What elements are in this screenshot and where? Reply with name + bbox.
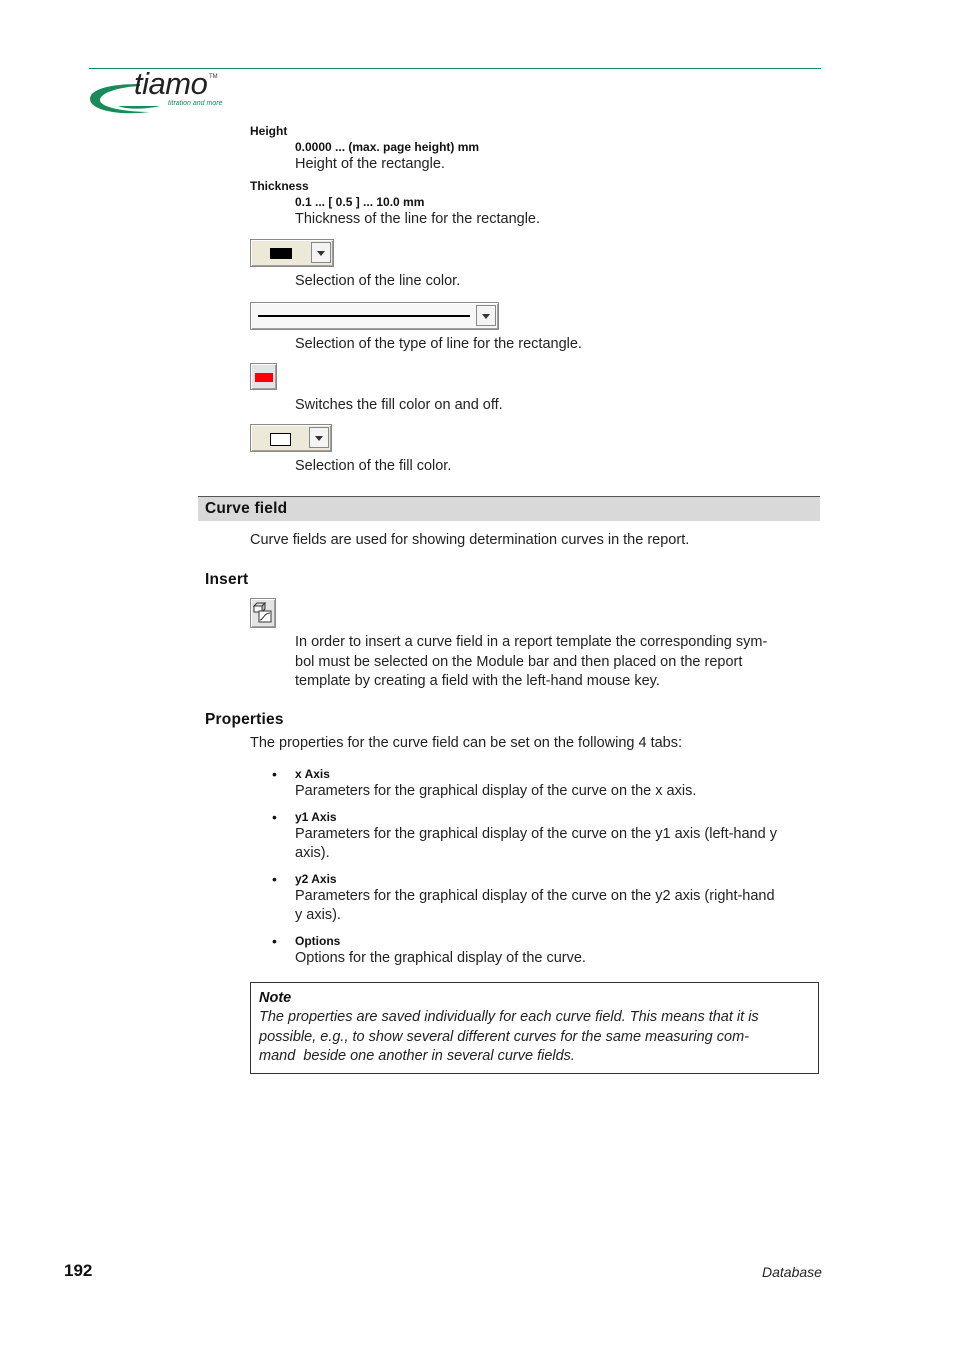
thickness-label: Thickness xyxy=(250,179,309,193)
chevron-down-icon[interactable] xyxy=(476,305,496,326)
tab-y1-axis-title: y1 Axis xyxy=(295,810,337,824)
thickness-range: 0.1 ... [ 0.5 ] ... 10.0 mm xyxy=(295,195,425,209)
tab-options-title: Options xyxy=(295,934,341,948)
tab-y1-axis-desc-2: axis). xyxy=(295,845,330,861)
height-description: Height of the rectangle. xyxy=(295,156,445,172)
tab-x-axis-desc: Parameters for the graphical display of the curve on the x axis. xyxy=(295,783,697,799)
logo-wordmark: tiamo xyxy=(134,66,208,101)
bullet-icon: • xyxy=(272,809,277,825)
fill-color-dropdown[interactable] xyxy=(250,424,332,452)
height-range: 0.0000 ... (max. page height) mm xyxy=(295,140,480,154)
curve-field-icon xyxy=(253,602,273,624)
section-header xyxy=(198,496,820,521)
properties-intro: The properties for the curve field can be set on the following 4 tabs: xyxy=(250,735,683,751)
line-color-swatch xyxy=(270,248,292,259)
note-line-1: The properties are saved individually for each curve field. This means that it is xyxy=(259,1009,759,1025)
note-box xyxy=(250,982,819,1074)
line-color-description: Selection of the line color. xyxy=(295,273,461,289)
tab-y1-axis-desc-1: Parameters for the graphical display of the curve on the y1 axis (left-hand y xyxy=(295,826,777,842)
chevron-down-icon[interactable] xyxy=(311,242,331,263)
tab-y2-axis-desc-1: Parameters for the graphical display of the curve on the y2 axis (right-hand xyxy=(295,888,775,904)
section-title: Curve field xyxy=(205,500,288,517)
insert-text-line-2: bol must be selected on the Module bar and then placed on the report xyxy=(295,654,743,670)
note-title: Note xyxy=(259,990,292,1006)
logo-tagline: titration and more xyxy=(168,100,223,107)
note-text xyxy=(259,1008,804,1067)
fill-toggle-button[interactable] xyxy=(250,363,277,390)
fill-on-icon xyxy=(255,373,273,382)
properties-heading: Properties xyxy=(205,711,284,728)
tab-x-axis-title: x Axis xyxy=(295,767,330,781)
insert-heading: Insert xyxy=(205,571,249,588)
note-line-3: mand beside one another in several curve fields. xyxy=(259,1048,575,1064)
insert-text-line-1: In order to insert a curve field in a report template the corresponding sym- xyxy=(295,634,768,650)
curve-field-button[interactable] xyxy=(250,598,276,628)
bullet-icon: • xyxy=(272,766,277,782)
line-color-dropdown[interactable] xyxy=(250,239,334,267)
fill-toggle-description: Switches the fill color on and off. xyxy=(295,397,503,413)
bullet-icon: • xyxy=(272,871,277,887)
line-type-dropdown[interactable] xyxy=(250,302,499,330)
bullet-icon: • xyxy=(272,933,277,949)
line-type-preview xyxy=(258,315,470,317)
chevron-down-icon[interactable] xyxy=(309,427,329,448)
tiamo-logo xyxy=(88,66,238,118)
section-intro: Curve fields are used for showing determination curves in the report. xyxy=(250,532,690,548)
line-type-description: Selection of the type of line for the rectangle. xyxy=(295,336,582,352)
tab-options-desc: Options for the graphical display of the curve. xyxy=(295,950,586,966)
tab-y2-axis-title: y2 Axis xyxy=(295,872,337,886)
fill-color-swatch xyxy=(270,433,291,446)
height-label: Height xyxy=(250,124,288,138)
page-number: 192 xyxy=(64,1261,93,1280)
note-line-2: possible, e.g., to show several different curves for the same measuring com- xyxy=(259,1028,749,1045)
insert-text-line-3: template by creating a field with the left-hand mouse key. xyxy=(295,673,660,689)
fill-color-description: Selection of the fill color. xyxy=(295,458,452,474)
footer-section-name: Database xyxy=(762,1264,822,1280)
tab-y2-axis-desc-2: y axis). xyxy=(295,907,341,923)
logo-trademark: TM xyxy=(209,74,218,80)
thickness-description: Thickness of the line for the rectangle. xyxy=(295,211,541,227)
